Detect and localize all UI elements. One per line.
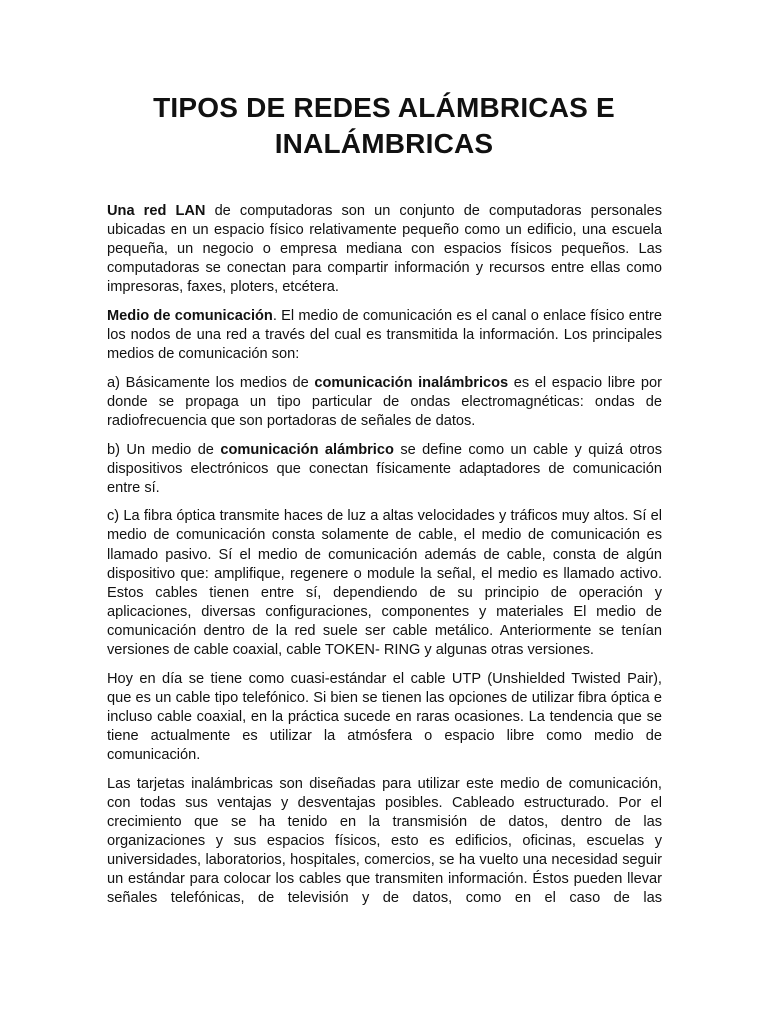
- paragraph-red-lan: [107, 202, 662, 297]
- paragraph-tarjetas-inalambricas: [107, 775, 662, 909]
- paragraph-text: Hoy en día se tiene como cuasi-estándar el cable UTP (Unshielded Twisted Pair), que es un cable tipo telefónico. Si bien se tienen las opciones de utilizar fibra óptica e incluso cable coaxial, en la práctica sucede en raras ocasiones. La tendencia que se tiene actualmente es utilizar la atmósfera o espacio libre como medio de comunicación.: [107, 670, 662, 763]
- document-title: [100, 90, 668, 162]
- bold-term: comunicación alámbrico: [220, 441, 394, 458]
- bold-term: comunicación inalámbricos: [314, 374, 509, 391]
- paragraph-text: a) Básicamente los medios de: [107, 374, 315, 391]
- paragraph-text: c) La fibra óptica transmite haces de luz a altas velocidades y tráficos muy altos. Sí el medio de comunicación consta solamente de cable, el medio de comunicación es llamado pasivo. Sí el medio de comunicación además de cable, consta de algún dispositivo que: amplifique, regenere o module la señal, el medio es llamado activo. Estos cables tienen entre sí, dependiendo de su principio de operación y aplicaciones, diversas configuraciones, componentes y materiales El medio de comunicación dentro de la red suele ser cable metálico. Anteriormente se tenían versiones de cable coaxial, cable TOKEN- RING y algunas otras versiones.: [107, 508, 662, 658]
- bold-lead: Medio de comunicación: [107, 307, 273, 324]
- paragraph-text: es el espacio libre por donde se propaga un tipo particular de ondas electromagnéticas: ondas de radiofrecuencia que son portadoras de señales de datos.: [107, 374, 662, 429]
- paragraph-item-a: [107, 374, 662, 431]
- document-body: [107, 202, 662, 908]
- paragraph-utp: [107, 670, 662, 765]
- paragraph-item-b: [107, 441, 662, 498]
- bold-lead: Una red LAN: [107, 203, 206, 219]
- title-line-1: TIPOS DE REDES ALÁMBRICAS E: [153, 92, 615, 123]
- paragraph-item-c: [107, 507, 662, 660]
- paragraph-text: se define como un cable y quizá otros dispositivos electrónicos que conectan físicamente adaptadores de comunicación entre sí.: [107, 441, 662, 496]
- paragraph-medio-comunicacion: [107, 307, 662, 364]
- paragraph-text: . El medio de comunicación es el canal o enlace físico entre los nodos de una red a través del cual es transmitida la información. Los principales medios de comunicación son:: [107, 307, 662, 363]
- paragraph-text: de computadoras son un conjunto de computadoras personales ubicadas en un espacio físico relativamente pequeño como un edificio, una escuela pequeña, un negocio o empresa mediana con espacios físicos pequeños. Las computadoras se conectan para compartir información y recursos entre ellas como impresoras, faxes, ploters, etcétera.: [107, 203, 662, 296]
- title-line-2: INALÁMBRICAS: [274, 128, 494, 159]
- paragraph-text: b) Un medio de: [107, 441, 221, 458]
- paragraph-text: Las tarjetas inalámbricas son diseñadas para utilizar este medio de comunicación, con todas sus ventajas y desventajas posibles. Cableado estructurado. Por el crecimiento que se ha tenido en la transmisión de datos, dentro de las organizaciones y sus espacios físicos, esto es edificios, oficinas, escuelas y universidades, laboratorios, hospitales, comercios, se ha vuelto una necesidad seguir un estándar para colocar los cables que transmiten información. Éstos pueden llevar señales telefónicas, de televisión y de datos, como en el caso de las: [107, 775, 662, 907]
